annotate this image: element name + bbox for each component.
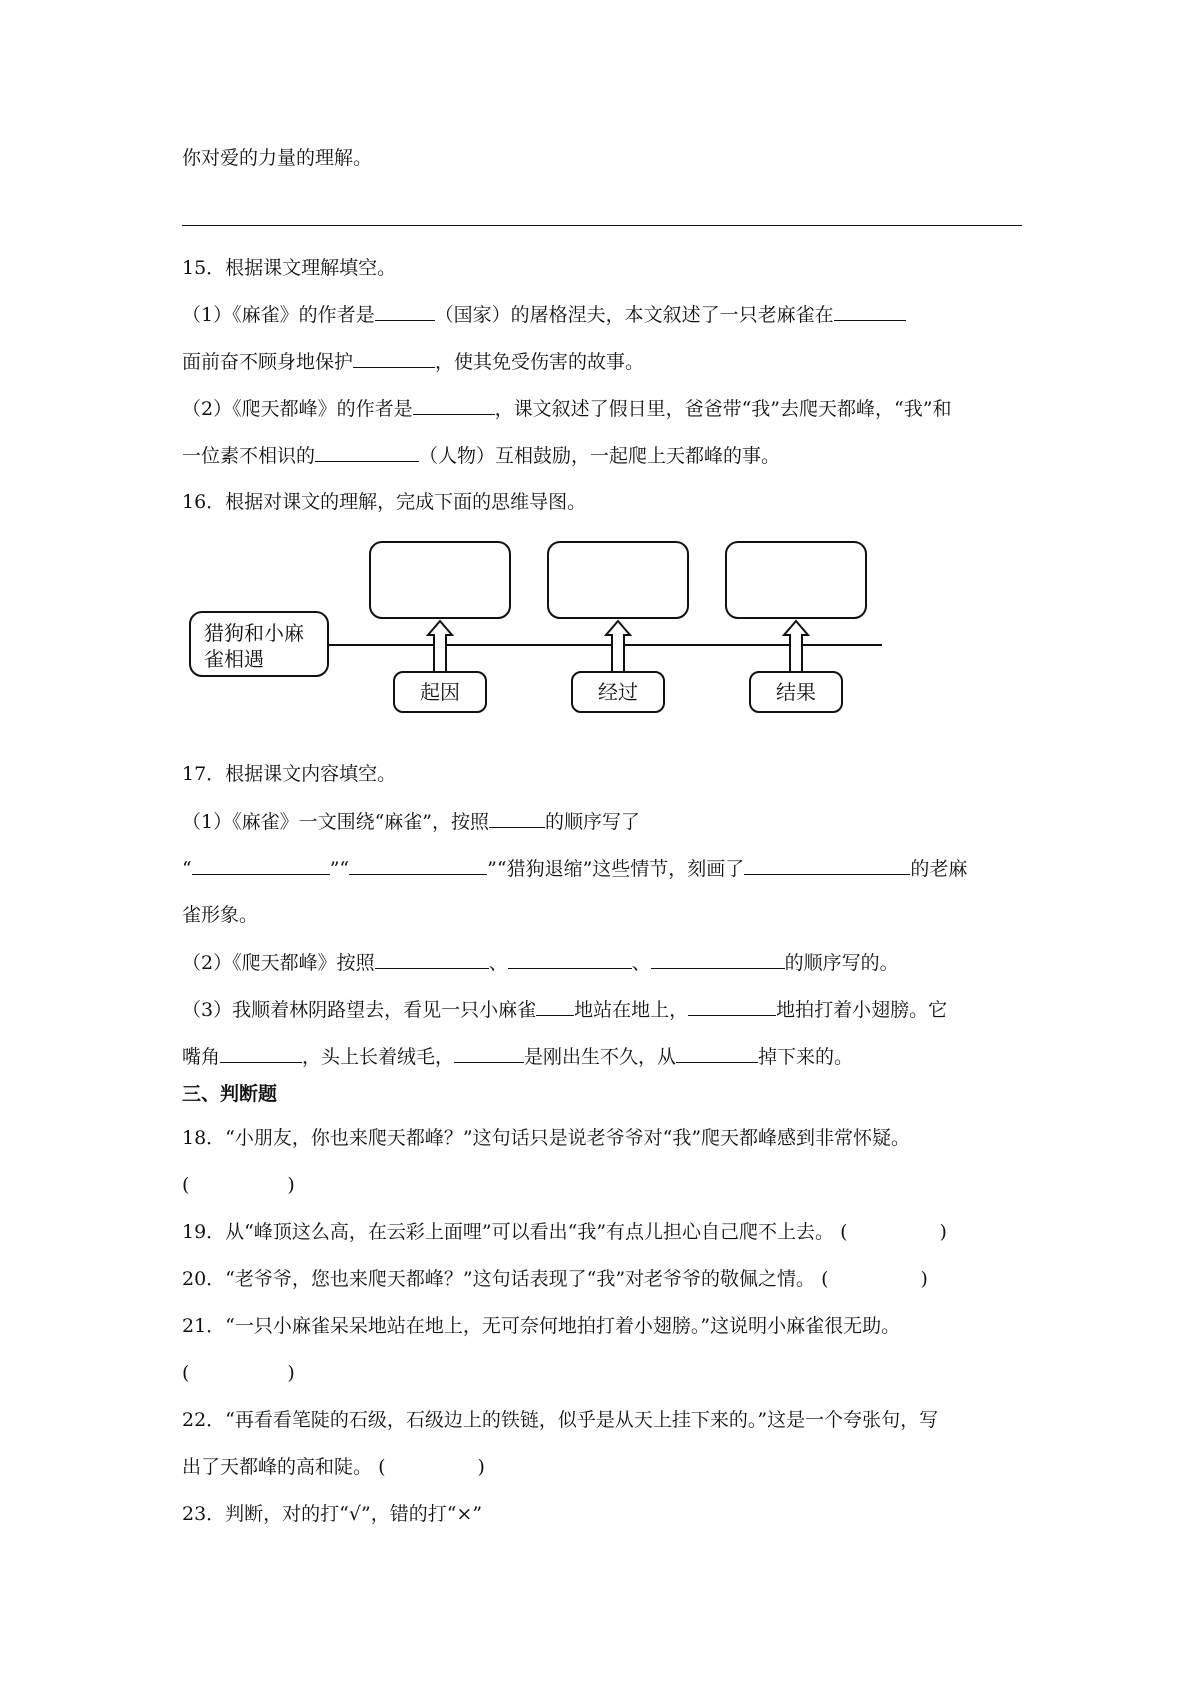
q15-text: （人物）互相鼓励，一起爬上天都峰的事。 [419,445,781,467]
q21-answer[interactable] [182,1361,295,1385]
answer-box-cause[interactable] [370,542,510,618]
arrow-up-icon [784,621,808,672]
q15-part1-line2 [182,349,644,374]
paren-open: ( [182,1362,190,1384]
q17-text: 是刚出生不久，从 [524,1046,677,1068]
blank[interactable] [375,950,489,969]
q15-text: ，使其免受伤害的故事。 [435,351,645,373]
q22-text: 出了天都峰的高和陡。 [182,1456,373,1478]
q15-text: 面前奋不顾身地保护 [182,351,354,373]
arrow-up-icon [606,621,630,672]
q20-text: 20．“老爷爷，您也来爬天都峰？”这句话表现了“我”对老爷爷的敬佩之情。 [182,1268,816,1290]
label-process: 经过 [598,680,638,704]
q17-text: 嘴角 [182,1046,221,1068]
blank[interactable] [676,1044,758,1063]
blank[interactable] [454,1044,524,1063]
blank[interactable] [489,809,545,828]
q15-part2-line1 [182,396,951,421]
blank[interactable] [508,950,632,969]
blank[interactable] [834,302,906,321]
blank[interactable] [744,856,910,875]
paren-open: ( [182,1174,190,1196]
q17-text: ”“ [329,858,350,880]
paren-close: ) [287,1362,295,1384]
q17-part1-line1 [182,809,640,834]
start-box-line1: 猎狗和小麻 [204,621,304,645]
blank[interactable] [349,856,487,875]
q17-text: 的顺序写的。 [784,952,899,974]
answer-line [182,225,1022,226]
q17-text: 、 [488,952,508,974]
q17-text: “ [182,858,192,880]
blank[interactable] [651,950,785,969]
q17-text: 掉下来的。 [758,1046,854,1068]
q15-part2-line2 [182,443,780,468]
q18-answer[interactable] [182,1173,295,1197]
answer-box-process[interactable] [548,542,688,618]
q15-text: ，课文叙述了假日里，爸爸带“我”去爬天都峰，“我”和 [494,398,952,420]
q22-answer[interactable]: ( ) [378,1456,485,1478]
q17-part1-line3: 雀形象。 [182,904,259,926]
q20-answer[interactable]: ( ) [821,1268,928,1290]
blank[interactable] [220,1044,302,1063]
q19-answer[interactable]: ( ) [840,1221,947,1243]
q17-text: （2）《爬天都峰》按照 [182,952,375,974]
q19-text: 19．从“峰顶这么高，在云彩上面哩”可以看出“我”有点儿担心自己爬不上去。 [182,1221,835,1243]
q16-title: 16．根据对课文的理解，完成下面的思维导图。 [182,491,587,513]
q15-text: （国家）的屠格涅夫，本文叙述了一只老麻雀在 [434,304,834,326]
q17-text: ，头上长着绒毛， [302,1046,455,1068]
q23-text: 23．判断，对的打“√”，错的打“×” [182,1503,483,1525]
section-heading: 三、判断题 [182,1083,278,1105]
q17-text: 的老麻 [910,858,968,880]
blank[interactable] [192,856,330,875]
q17-text: 的顺序写了 [545,811,641,833]
label-result: 结果 [776,680,816,704]
q15-part1-line1 [182,302,906,327]
q15-text: （2）《爬天都峰》的作者是 [182,398,413,420]
q15-text: 一位素不相识的 [182,445,316,467]
q17-text: （1）《麻雀》一文围绕“麻雀”，按照 [182,811,490,833]
q19-line [182,1220,947,1244]
q18-text: 18．“小朋友，你也来爬天都峰？”这句话只是说老爷爷对“我”爬天都峰感到非常怀疑。 [182,1127,911,1149]
blank[interactable] [315,443,419,462]
start-box-line2: 雀相遇 [204,647,264,671]
q20-line [182,1267,928,1291]
blank[interactable] [536,997,574,1016]
label-cause: 起因 [420,680,460,704]
q15-title: 15．根据课文理解填空。 [182,257,397,279]
q17-text: （3）我顺着林阴路望去，看见一只小麻雀 [182,999,537,1021]
answer-box-result[interactable] [726,542,866,618]
q17-part2 [182,950,899,975]
blank[interactable] [353,349,435,368]
arrow-up-icon [428,621,452,672]
blank[interactable] [688,997,776,1016]
q21-text: 21．“一只小麻雀呆呆地站在地上，无可奈何地拍打着小翅膀。”这说明小麻雀很无助。 [182,1315,901,1337]
q17-text: 、 [631,952,651,974]
q22-line1: 22．“再看看笔陡的石级，石级边上的铁链，似乎是从天上挂下来的。”这是一个夸张句，写 [182,1409,939,1431]
blank[interactable] [375,302,435,321]
intro-text: 你对爱的力量的理解。 [182,147,373,169]
q22-line2 [182,1455,485,1479]
q17-part3-line1 [182,997,947,1022]
q17-title: 17．根据课文内容填空。 [182,763,397,785]
q15-text: （1）《麻雀》的作者是 [182,304,375,326]
q17-part1-line2 [182,856,967,881]
q17-text: 地拍打着小翅膀。它 [776,999,948,1021]
q17-part3-line2 [182,1044,853,1069]
q17-text: ”“猎狗退缩”这些情节，刻画了 [487,858,745,880]
mind-map [182,530,902,730]
blank[interactable] [413,396,495,415]
q17-text: 地站在地上， [574,999,689,1021]
paren-close: ) [287,1174,295,1196]
